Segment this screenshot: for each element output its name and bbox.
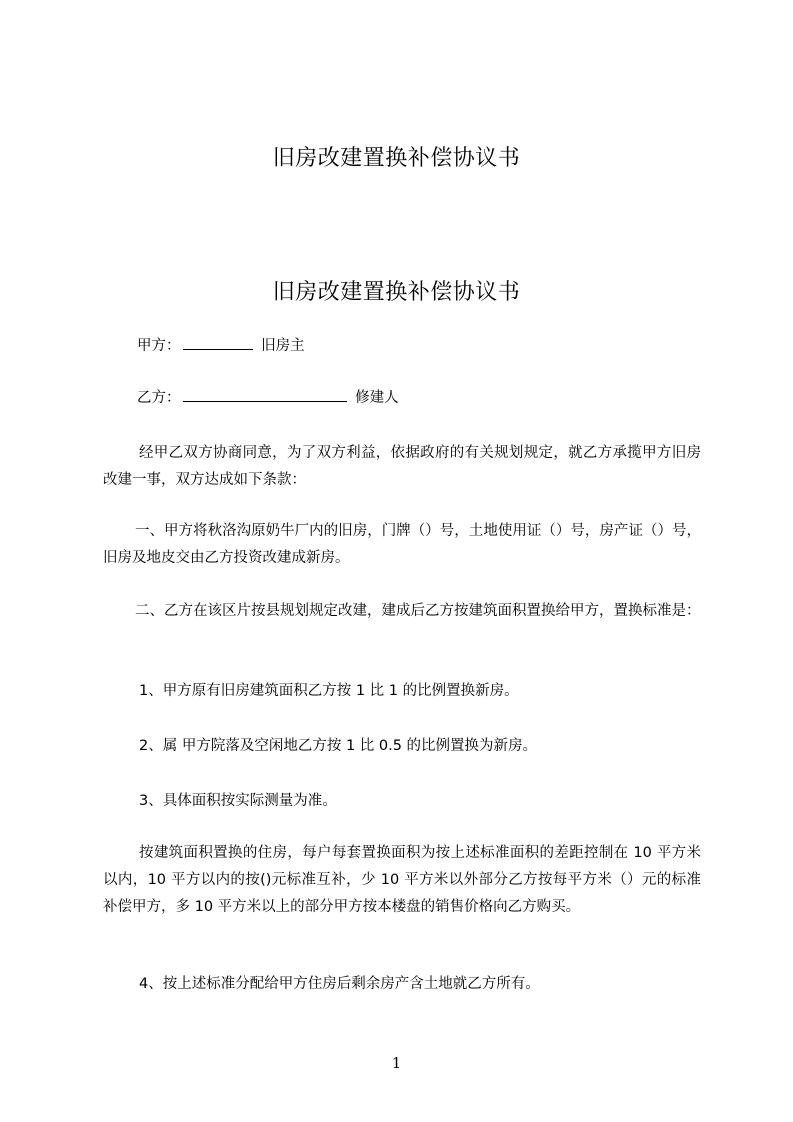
clause-one: 一、甲方将秋洛沟原奶牛厂内的旧房，门牌（）号，土地使用证（）号，房产证（）号，旧房及地皮交由乙方投资改建成新房。 bbox=[103, 523, 701, 566]
party-a-label: 甲方： bbox=[137, 338, 181, 354]
intro-paragraph: 经甲乙双方协商同意，为了双方利益，依据政府的有关规划规定，就乙方承揽甲方旧房改建一事，双方达成如下条款： bbox=[103, 445, 701, 488]
rule-1: 1、甲方原有旧房建筑面积乙方按 1 比 1 的比例置换新房。 bbox=[139, 683, 519, 699]
clause-two: 二、乙方在该区片按县规划规定改建，建成后乙方按建筑面积置换给甲方，置换标准是： bbox=[135, 603, 701, 619]
party-a-line bbox=[137, 333, 305, 360]
party-a-role: 旧房主 bbox=[261, 338, 305, 354]
party-b-line bbox=[137, 385, 399, 412]
party-b-role: 修建人 bbox=[355, 390, 399, 406]
rule-note-paragraph: 按建筑面积置换的住房，每户每套置换面积为按上述标准面积的差距控制在 10 平方米以内，10 平方以内的按()元标准互补，少 10 平方米以外部分乙方按每平方米（）元的标准补偿甲方，多 10 平方米以上的部分甲方按本楼盘的销售价格向乙方购买。 bbox=[103, 845, 701, 915]
party-b-blank bbox=[183, 385, 347, 402]
party-a-blank bbox=[183, 333, 253, 350]
rule-2: 2、属 甲方院落及空闲地乙方按 1 比 0.5 的比例置换为新房。 bbox=[139, 738, 538, 754]
rule-4: 4、按上述标准分配给甲方住房后剩余房产含土地就乙方所有。 bbox=[139, 976, 540, 992]
page-number: 1 bbox=[391, 1054, 402, 1072]
party-b-label: 乙方： bbox=[137, 390, 181, 406]
rule-3: 3、具体面积按实际测量为准。 bbox=[139, 793, 337, 809]
header-title: 旧房改建置换补偿协议书 bbox=[272, 146, 521, 171]
agreement-title: 旧房改建置换补偿协议书 bbox=[272, 280, 521, 305]
